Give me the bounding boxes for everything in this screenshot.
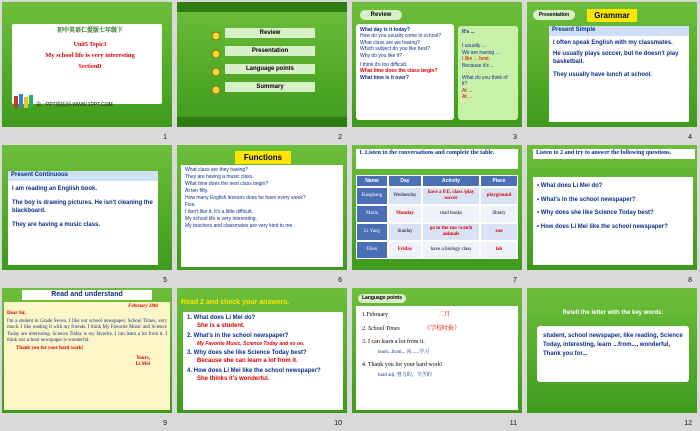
- slide-3-canvas: [352, 2, 522, 127]
- slide-4-canvas: [527, 2, 697, 127]
- language-points-tag: Language points: [358, 294, 406, 303]
- menu-review[interactable]: Review: [225, 28, 315, 38]
- retell-heading: Retell the letter with the key words:: [562, 310, 664, 316]
- slide-thumb-7[interactable]: [350, 143, 525, 286]
- points-box: 1.February 二月 2. School Times 《学校时报》 3. I can learn a lot from it. learn...from... 向......学习 4. Thank you for your hard work! hard adj. 努力的，辛苦的: [356, 306, 518, 410]
- presentation-tag: Presentation: [533, 10, 575, 20]
- slide-11-canvas: [352, 288, 522, 413]
- table-row: Kangkang Wednesday have a P.E. class /play soccer playground: [356, 187, 518, 205]
- questions-instruction: Listen to 2 and try to answer the following questions.: [533, 149, 695, 159]
- slide-thumb-3[interactable]: [350, 0, 525, 143]
- slide-6-canvas: [177, 145, 347, 270]
- grammar-box: Present Simple I often speak English with my classmates. He usually plays soccer, but he doesn't play basketball. They usually have lunch at school.: [549, 26, 689, 122]
- slide-thumb-11[interactable]: [350, 286, 525, 429]
- answer-table: Name Day Activity Place Kangkang Wednesday have a P.E. class /play soccer playground Maria Monday read books library Li Yang Sunday go to the zoo /watch animals zoo Ellen Friday have a biology class lab: [356, 175, 518, 259]
- slide-number: 7: [513, 277, 517, 284]
- slide-2-canvas: [177, 2, 347, 127]
- letter-box: February 28th Dear Sir, I'm a student in Grade Seven. I like our school newspaper, School Times, very much. I like reading it with my friends. I think My Favorite Music and Science Today are interesting. Science Today is my favorite. I can learn a lot from it. I think our school newspaper is wonderful. Thank you for your hard work! Yours, Li Mei: [4, 302, 170, 410]
- check-heading: Read 2 and check your answers.: [181, 299, 290, 306]
- slide-thumb-5[interactable]: [0, 143, 175, 286]
- slide-number: 8: [688, 277, 692, 284]
- slide-number: 1: [163, 134, 167, 141]
- slide-9-canvas: [2, 288, 172, 413]
- slide-1-canvas: [2, 2, 172, 127]
- slide-thumb-8[interactable]: [525, 143, 700, 286]
- qa-box: 1. What does Li Mei do? She is a student. 2. What's in the school newspaper? My Favorite Music, Science Today and so on. 3. Why does she like Science Today best? Because she can learn a lot from it. 4. How does Li Mei like the school newspaper? She thinks it's wonderful.: [183, 312, 343, 410]
- menu-language-points[interactable]: Language points: [225, 64, 315, 74]
- menu-presentation[interactable]: Presentation: [225, 46, 315, 56]
- menu-summary[interactable]: Summary: [225, 82, 315, 92]
- review-tag: Review: [360, 10, 402, 20]
- slide-title: My school life is very interesting: [45, 52, 135, 59]
- slide-number: 9: [163, 420, 167, 427]
- table-instruction: 1. Listen to the conversations and complete the table.: [356, 149, 518, 169]
- slide-number: 10: [334, 420, 342, 427]
- slide-number: 12: [684, 420, 692, 427]
- slide-thumb-10[interactable]: [175, 286, 350, 429]
- question-box: What day is it today? How do you usually come to school? What class are we having? Which subject do you like best? Why do you like it? I think it's too difficult. What time does the class begin? What time is it over?: [356, 24, 454, 120]
- menu-bullet-icon: [211, 28, 221, 46]
- menu-bullet-icon: [211, 64, 221, 82]
- books-icon: [14, 94, 34, 108]
- slide-number: 2: [338, 134, 342, 141]
- slide-number: 3: [513, 134, 517, 141]
- continuous-box: Present Continuous I am reading an English book. The boy is drawing pictures. He isn't cleaning the blackboard. They are having a music class.: [8, 171, 158, 265]
- slide-number: 6: [338, 277, 342, 284]
- menu-bullet-icon: [211, 82, 221, 100]
- section-label: SectionD: [78, 64, 102, 70]
- series-label: 初中英语仁爱版七年级下: [56, 28, 123, 34]
- slide-7-canvas: [352, 145, 522, 270]
- retell-box: student, school newspaper, like reading, Science Today, interesting, learn ...from..., wonderful, Thank you for...: [537, 326, 689, 382]
- table-row: Maria Monday read books library: [356, 205, 518, 223]
- slide-thumb-4[interactable]: [525, 0, 700, 143]
- read-heading: Read and understand: [22, 290, 152, 300]
- questions-box: • What does Li Mei do? • What's in the school newspaper? • Why does she like Science Today best? • How does Li Mei like the school newspaper?: [533, 177, 693, 265]
- slide-thumb-9[interactable]: [0, 286, 175, 429]
- table-row: Li Yang Sunday go to the zoo /watch animals zoo: [356, 223, 518, 241]
- answer-box: It's ... I usually ... We are having ... I like ... best. Because it's ... What do you think of it? At ... At ...: [458, 26, 518, 120]
- slide-thumb-1[interactable]: [0, 0, 175, 143]
- slide-10-canvas: [177, 288, 347, 413]
- slide-thumb-12[interactable]: [525, 286, 700, 429]
- slide-number: 4: [688, 134, 692, 141]
- slide-number: 11: [509, 420, 517, 427]
- slide-thumb-6[interactable]: [175, 143, 350, 286]
- functions-heading: Functions: [235, 151, 291, 164]
- site-label: 第一PPT模板网-WWW.1PPT.COM: [36, 102, 113, 108]
- unit-label: Unit5 Topic3: [73, 42, 107, 48]
- functions-box: What class are they having? They are having a music class. What time does the next class begin? At ten fifty. How many English lessons does he have every week? Five. I don't like it. It's a little difficult. My school life is very interesting. My teachers and classmates are very kind to me.: [181, 165, 343, 267]
- slide-12-canvas: [527, 288, 697, 413]
- slide-thumb-2[interactable]: [175, 0, 350, 143]
- slide-number: 5: [163, 277, 167, 284]
- slide-5-canvas: [2, 145, 172, 270]
- table-row: Ellen Friday have a biology class lab: [356, 241, 518, 259]
- grammar-heading: Grammar: [587, 9, 637, 22]
- menu-bullet-icon: [211, 46, 221, 64]
- slide-8-canvas: [527, 145, 697, 270]
